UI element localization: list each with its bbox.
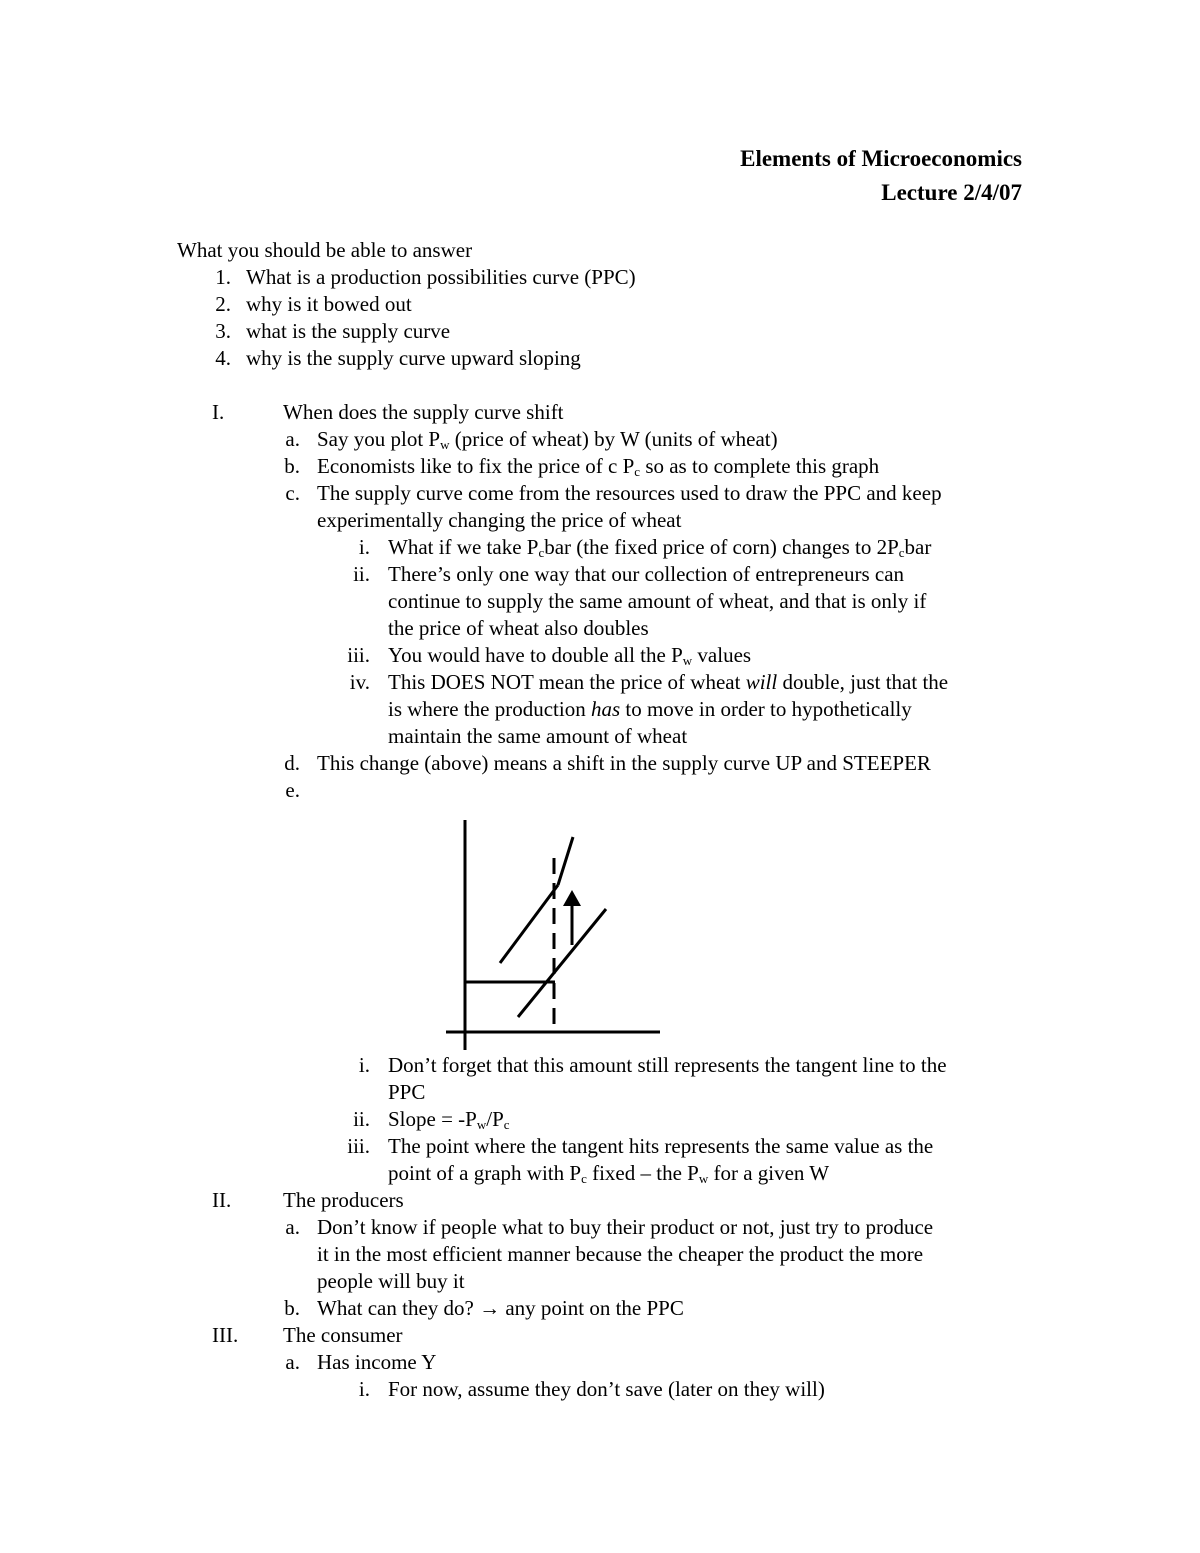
list-item-continuation: point of a graph with $P_c$ fixed – the $P_w$ for a given W — [388, 1161, 830, 1186]
list-item-continuation: is where the production has to move in order to hypothetically — [388, 697, 912, 721]
section-marker: I. — [212, 400, 225, 424]
list-item-continuation: it in the most efficient manner because the cheaper the product the more — [317, 1242, 924, 1266]
document-title: Elements of Microeconomics — [740, 146, 1022, 171]
section-marker: II. — [212, 1188, 232, 1212]
question-item: what is the supply curve — [246, 319, 451, 343]
lecture-date: Lecture 2/4/07 — [881, 180, 1022, 205]
list-item-continuation: PPC — [388, 1080, 426, 1104]
list-marker: i. — [358, 1053, 370, 1077]
list-item: What if we take $P_cbar$ (the fixed price of corn) changes to $2P_cbar$ — [388, 535, 932, 560]
list-marker: a. — [285, 1350, 300, 1374]
list-item: Has income Y — [317, 1350, 437, 1374]
shift-arrow-head — [563, 890, 581, 906]
right-arrow-icon: → — [479, 1296, 501, 1320]
list-item: Say you plot $P_w$ (price of wheat) by W (units of wheat) — [317, 427, 778, 452]
shifted-supply-curve-lower — [500, 885, 558, 963]
section-marker: III. — [212, 1323, 239, 1347]
section-title: The producers — [283, 1188, 404, 1212]
list-item: This DOES NOT mean the price of wheat will double, just that the — [388, 670, 949, 694]
list-marker: 2. — [215, 292, 231, 316]
intro-line: What you should be able to answer — [177, 238, 473, 262]
list-item-continuation: the price of wheat also doubles — [388, 616, 649, 640]
list-marker: ii. — [353, 562, 370, 586]
shifted-supply-curve-upper — [558, 837, 573, 885]
list-marker: d. — [284, 751, 300, 775]
list-item: The point where the tangent hits represents the same value as the — [388, 1134, 934, 1158]
list-marker: c. — [285, 481, 300, 505]
list-marker: a. — [285, 427, 300, 451]
list-marker: e. — [285, 778, 300, 802]
list-item: Don’t forget that this amount still represents the tangent line to the — [388, 1053, 947, 1077]
question-item: What is a production possibilities curve (PPC) — [246, 265, 636, 289]
section-title: The consumer — [283, 1323, 403, 1347]
list-item: There’s only one way that our collection of entrepreneurs can — [388, 562, 905, 586]
list-item: Economists like to fix the price of c $P_c$ so as to complete this graph — [317, 454, 880, 479]
list-item: Don’t know if people what to buy their product or not, just try to produce — [317, 1215, 934, 1239]
list-item-continuation: people will buy it — [317, 1269, 465, 1293]
list-marker: 1. — [215, 265, 231, 289]
original-supply-curve — [518, 909, 606, 1017]
list-marker: i. — [358, 535, 370, 559]
list-item: The supply curve come from the resources used to draw the PPC and keep — [317, 481, 942, 505]
list-marker: 3. — [215, 319, 231, 343]
list-marker: i. — [358, 1377, 370, 1401]
list-item: For now, assume they don’t save (later on they will) — [388, 1377, 825, 1401]
list-item: What can they do? → any point on the PPC — [317, 1296, 684, 1320]
list-item: This change (above) means a shift in the supply curve UP and STEEPER — [317, 751, 931, 775]
list-marker: a. — [285, 1215, 300, 1239]
list-item-continuation: maintain the same amount of wheat — [388, 724, 688, 748]
list-item-continuation: experimentally changing the price of wheat — [317, 508, 682, 532]
section-title: When does the supply curve shift — [283, 400, 564, 424]
list-marker: iii. — [347, 643, 370, 667]
list-marker: iv. — [349, 670, 370, 694]
list-item: Slope = $-P_w/P_c$ — [388, 1107, 510, 1132]
list-marker: 4. — [215, 346, 231, 370]
list-marker: ii. — [353, 1107, 370, 1131]
list-item: You would have to double all the $P_w$ values — [388, 643, 752, 668]
question-item: why is it bowed out — [246, 292, 412, 316]
list-marker: b. — [284, 454, 300, 478]
question-item: why is the supply curve upward sloping — [246, 346, 581, 370]
list-item-continuation: continue to supply the same amount of wheat, and that is only if — [388, 589, 927, 613]
list-marker: b. — [284, 1296, 300, 1320]
list-marker: iii. — [347, 1134, 370, 1158]
